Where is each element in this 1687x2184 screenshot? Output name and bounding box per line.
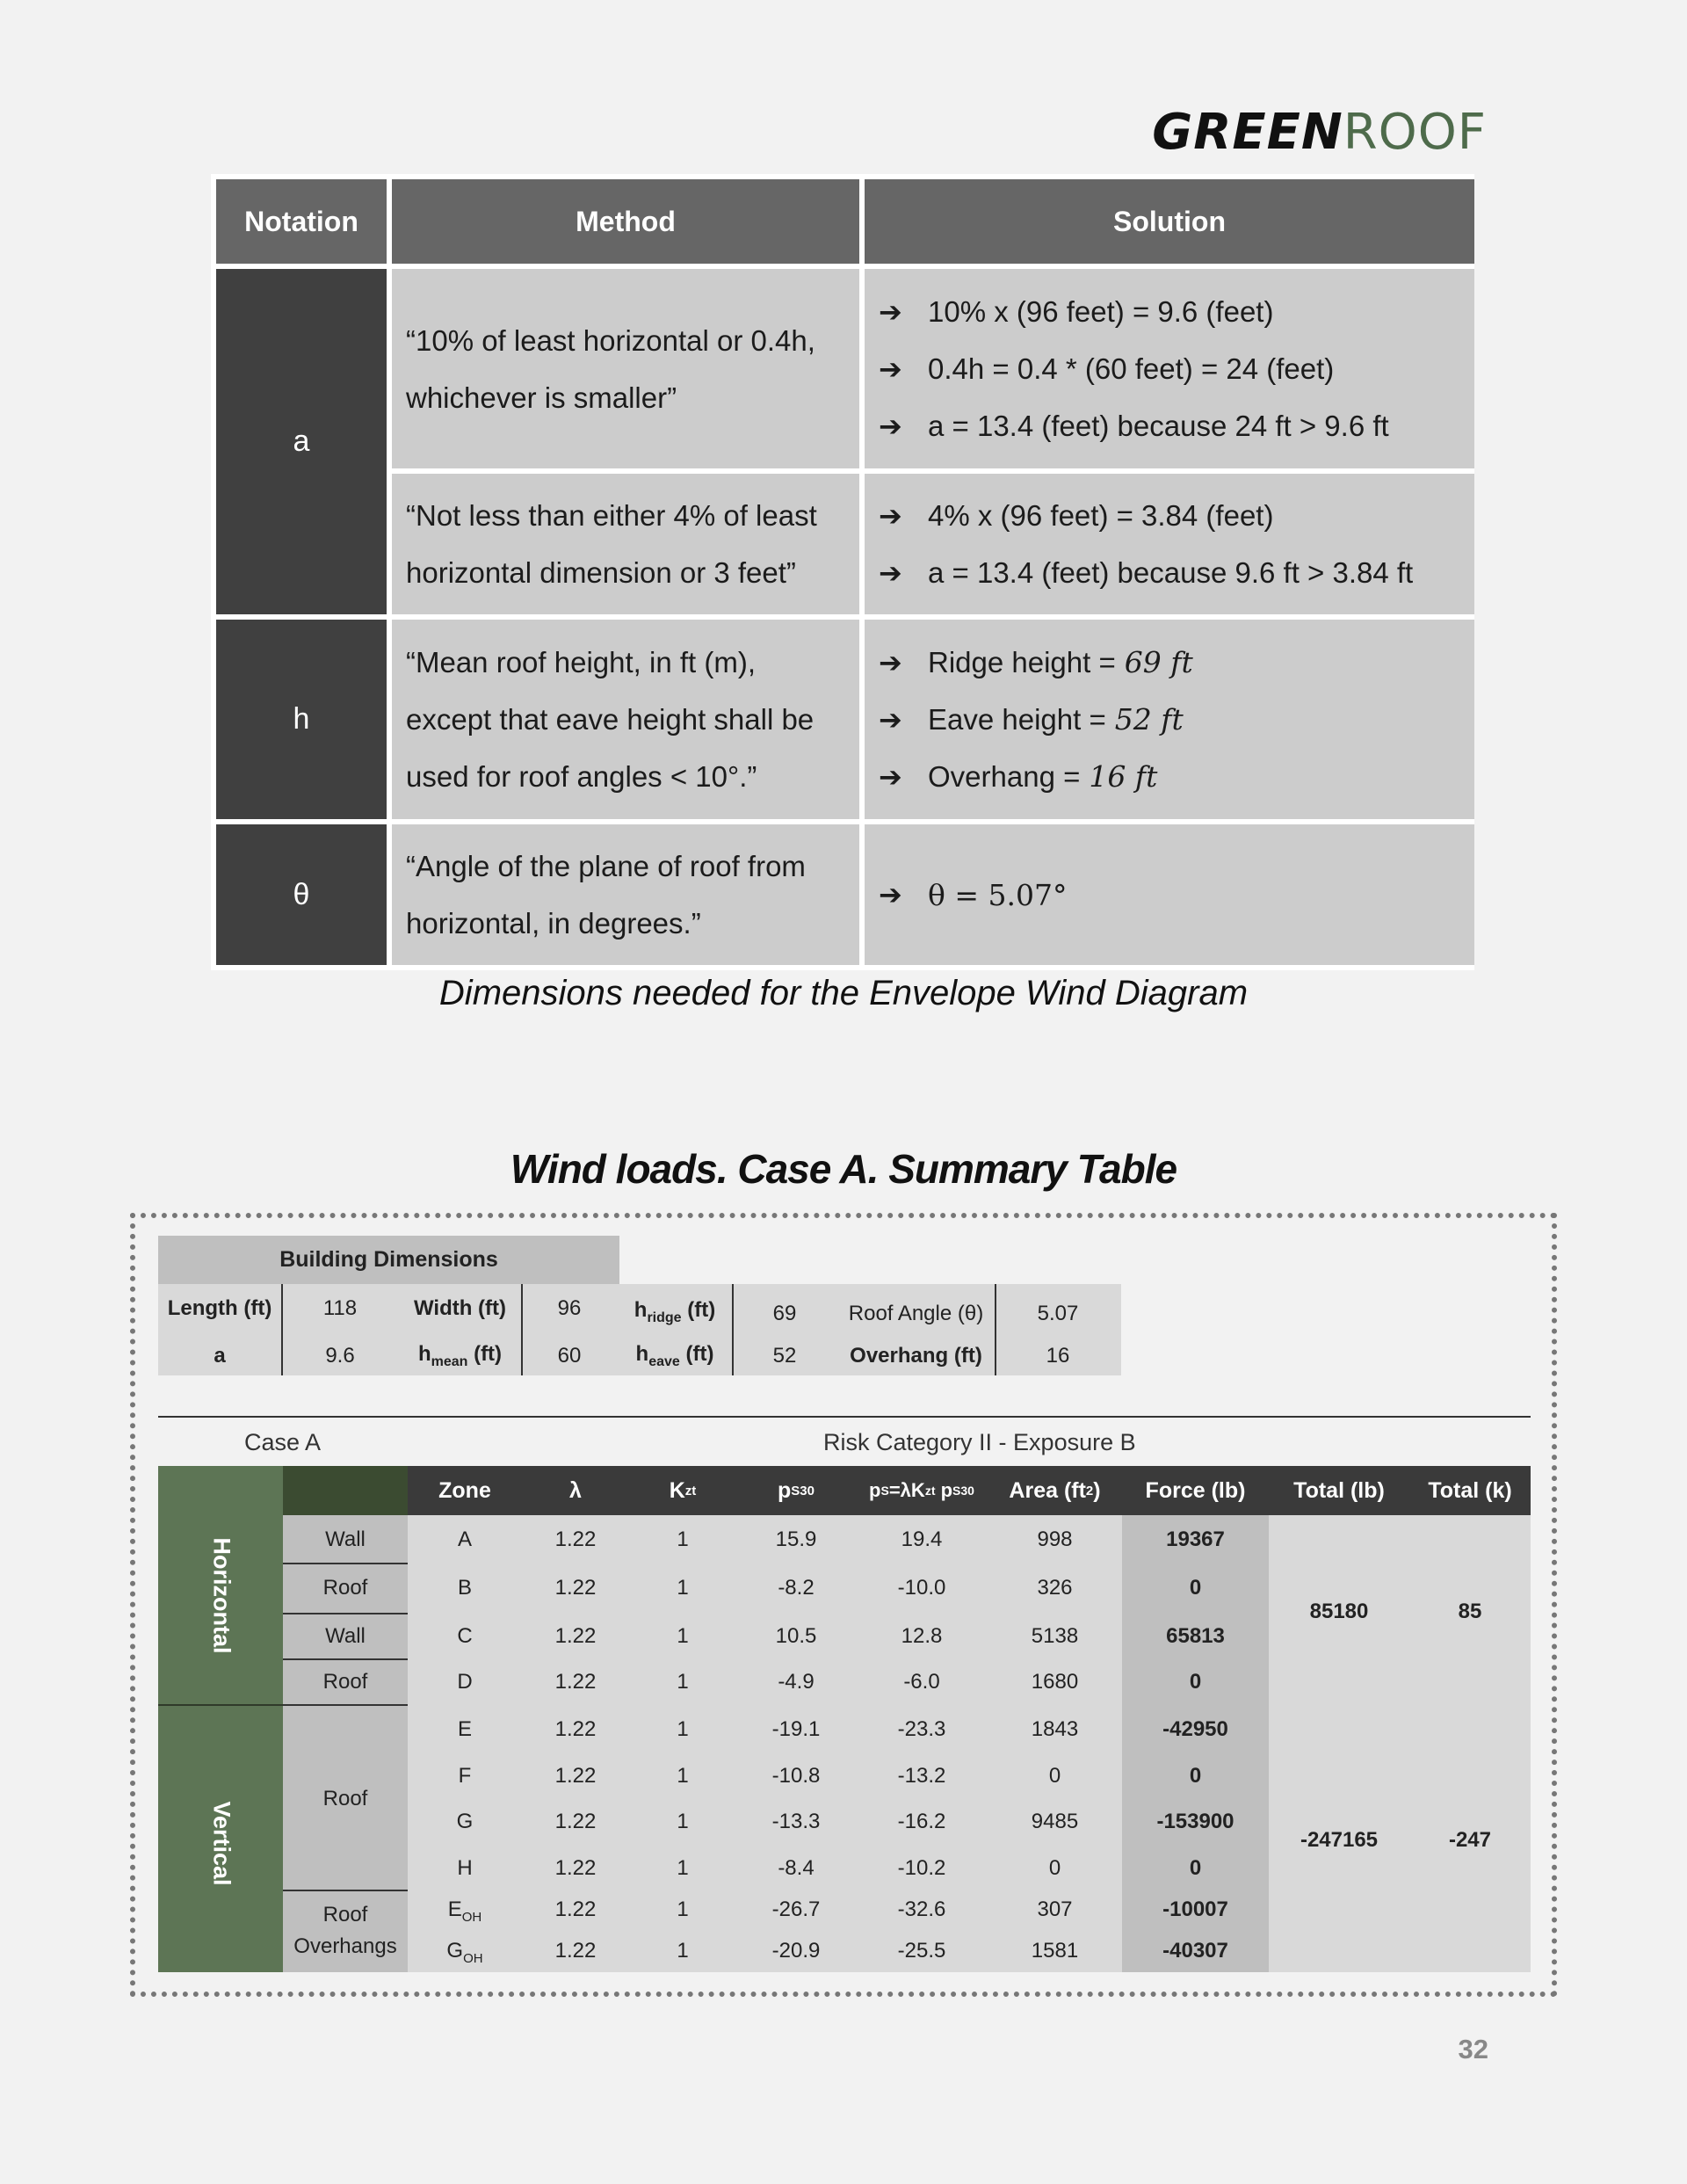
cell-force: 0 — [1189, 1576, 1202, 1600]
header-total-k: Total (k) — [1428, 1477, 1512, 1503]
cell-force: -42950 — [1162, 1717, 1228, 1741]
cell-ps: -10.2 — [897, 1856, 946, 1880]
building-dimensions-table — [158, 1284, 1121, 1375]
angle-value: 5.07 — [1037, 1302, 1079, 1325]
solution-a-1 — [865, 269, 1474, 468]
wind-loads-table — [158, 1466, 1531, 1972]
row-divider — [283, 1563, 408, 1564]
arrow-right-icon: ➔ — [879, 879, 902, 911]
cell-ps30: -13.3 — [771, 1810, 821, 1833]
cell-lambda: 1.22 — [554, 1527, 597, 1551]
solution-value: 69 ft — [1124, 645, 1193, 679]
dimensions-table — [211, 174, 1474, 970]
solution-line: 0.4h = 0.4 * (60 feet) = 24 (feet) — [928, 352, 1335, 385]
case-label: Case A — [244, 1429, 322, 1455]
solution-line: θ = 5.07° — [928, 877, 1068, 912]
cell-kzt: 1 — [677, 1624, 689, 1648]
row-divider — [283, 1658, 408, 1660]
cell-area: 0 — [1048, 1856, 1061, 1880]
cell-kzt: 1 — [677, 1764, 689, 1788]
cell-ps30: -10.8 — [771, 1764, 821, 1788]
solution-line: a = 13.4 (feet) because 9.6 ft > 3.84 ft — [928, 555, 1414, 589]
length-value: 118 — [322, 1296, 358, 1320]
header-force: Force (lb) — [1145, 1477, 1246, 1503]
header-kzt: K zt — [669, 1477, 697, 1503]
cell-zone: C — [457, 1624, 473, 1648]
cell-ps: -23.3 — [897, 1717, 946, 1741]
header-total-lb: Total (lb) — [1293, 1477, 1385, 1503]
cell-ps30: -19.1 — [771, 1717, 821, 1741]
header-notation: Notation — [216, 179, 387, 264]
cell-zone: B — [457, 1576, 472, 1600]
solution-label: Overhang = — [928, 759, 1081, 793]
vertical-total-k: -247 — [1448, 1828, 1492, 1852]
method-a-2: “Not less than either 4% of least horizontal dimension or 3 feet” — [392, 474, 859, 614]
cell-area: 9485 — [1031, 1810, 1079, 1833]
type-wall: Wall — [325, 1624, 366, 1648]
notation-theta: θ — [216, 824, 387, 965]
cell-lambda: 1.22 — [554, 1624, 597, 1648]
method-theta: “Angle of the plane of roof from horizontal, in degrees.” — [392, 824, 859, 965]
cell-ps: -13.2 — [897, 1764, 946, 1788]
header-method: Method — [392, 179, 859, 264]
totals-area — [1269, 1515, 1531, 1972]
cell-zone: $G_{OH}$ — [446, 1939, 483, 1966]
a-value: 9.6 — [325, 1344, 355, 1368]
heave-label: $h_{eave}$ (ft) — [635, 1342, 714, 1369]
cell-kzt: 1 — [677, 1717, 689, 1741]
solution-line: 10% x (96 feet) = 9.6 (feet) — [928, 294, 1274, 328]
cell-force: -10007 — [1162, 1897, 1228, 1921]
header-solution: Solution — [865, 179, 1474, 264]
heave-value: 52 — [772, 1344, 797, 1368]
row-divider — [283, 1704, 408, 1706]
cell-lambda: 1.22 — [554, 1576, 597, 1600]
cell-ps: -32.6 — [897, 1897, 946, 1921]
vertical-total-lb: -247165 — [1300, 1828, 1379, 1852]
cell-area: 307 — [1037, 1897, 1073, 1921]
cell-force: 0 — [1189, 1764, 1202, 1788]
cell-kzt: 1 — [677, 1810, 689, 1833]
cell-area: 5138 — [1031, 1624, 1079, 1648]
header-corner — [283, 1466, 408, 1515]
cell-area: 326 — [1037, 1576, 1073, 1600]
cell-lambda: 1.22 — [554, 1764, 597, 1788]
notation-a: a — [216, 269, 387, 614]
building-dimensions-title: Building Dimensions — [158, 1236, 619, 1284]
section-title: Wind loads. Case A. Summary Table — [510, 1146, 1177, 1192]
overhang-label: Overhang (ft) — [850, 1344, 982, 1368]
solution-label: Eave height = — [928, 702, 1106, 736]
cell-ps: 19.4 — [901, 1527, 943, 1551]
notation-h: h — [216, 620, 387, 819]
arrow-right-icon: ➔ — [879, 556, 902, 589]
row-divider — [283, 1890, 408, 1891]
cell-ps30: 15.9 — [775, 1527, 817, 1551]
cell-zone: H — [457, 1856, 473, 1880]
arrow-right-icon: ➔ — [879, 646, 902, 678]
cell-force: 19367 — [1166, 1527, 1225, 1551]
group-horizontal: Horizontal — [208, 1537, 235, 1654]
cell-kzt: 1 — [677, 1576, 689, 1600]
solution-label: Ridge height = — [928, 645, 1116, 678]
overhang-value: 16 — [1046, 1344, 1070, 1368]
method-h: “Mean roof height, in ft (m), except that eave height shall be used for roof angles < 10°.” — [392, 620, 859, 819]
solution-theta — [865, 824, 1474, 965]
cell-lambda: 1.22 — [554, 1897, 597, 1921]
cell-ps30: -20.9 — [771, 1939, 821, 1963]
cell-force: 0 — [1189, 1856, 1202, 1880]
cell-area: 0 — [1048, 1764, 1061, 1788]
hridge-value: 69 — [772, 1302, 797, 1325]
arrow-right-icon: ➔ — [879, 295, 902, 328]
horizontal-total-k: 85 — [1458, 1600, 1482, 1623]
cell-ps: -10.0 — [897, 1576, 946, 1600]
type-roof-vertical: Roof — [322, 1787, 368, 1810]
group-divider — [158, 1704, 283, 1706]
method-a-1: “10% of least horizontal or 0.4h, whichever is smaller” — [392, 269, 859, 468]
cell-zone: D — [457, 1670, 473, 1694]
cell-lambda: 1.22 — [554, 1939, 597, 1963]
row-divider — [283, 1613, 408, 1614]
arrow-right-icon: ➔ — [879, 499, 902, 532]
type-wall: Wall — [325, 1527, 366, 1551]
risk-label: Risk Category II - Exposure B — [823, 1429, 1136, 1455]
cell-ps: -16.2 — [897, 1810, 946, 1833]
cell-ps30: -4.9 — [778, 1670, 815, 1694]
header-ps30: p S30 — [778, 1477, 815, 1503]
divider-rule — [158, 1416, 1531, 1418]
header-ps: p S =λK zt p S30 — [869, 1479, 974, 1501]
length-label: Length (ft) — [167, 1296, 272, 1320]
logo — [1152, 104, 1487, 161]
width-value: 96 — [557, 1296, 582, 1320]
cell-lambda: 1.22 — [554, 1856, 597, 1880]
cell-area: 1843 — [1031, 1717, 1079, 1741]
cell-zone: A — [457, 1527, 472, 1551]
cell-ps: 12.8 — [901, 1624, 943, 1648]
type-roof: Roof — [322, 1576, 368, 1600]
cell-ps: -25.5 — [897, 1939, 946, 1963]
cell-zone: F — [458, 1764, 472, 1788]
cell-kzt: 1 — [677, 1897, 689, 1921]
cell-force: 65813 — [1166, 1624, 1225, 1648]
group-vertical: Vertical — [208, 1801, 235, 1886]
header-lambda: λ — [569, 1477, 582, 1503]
angle-label: Roof Angle (θ) — [848, 1302, 984, 1325]
cell-ps: -6.0 — [903, 1670, 940, 1694]
cell-kzt: 1 — [677, 1939, 689, 1963]
solution-value: 52 ft — [1114, 702, 1184, 736]
hmean-value: 60 — [557, 1344, 582, 1368]
arrow-right-icon: ➔ — [879, 410, 902, 442]
a-label: a — [214, 1344, 226, 1368]
cell-kzt: 1 — [677, 1670, 689, 1694]
cell-kzt: 1 — [677, 1856, 689, 1880]
arrow-right-icon: ➔ — [879, 760, 902, 793]
cell-ps30: 10.5 — [775, 1624, 817, 1648]
logo-green: GREEN — [1152, 104, 1343, 161]
header-zone: Zone — [438, 1477, 491, 1503]
table-caption: Dimensions needed for the Envelope Wind Diagram — [438, 974, 1249, 1012]
horizontal-total-lb: 85180 — [1309, 1600, 1369, 1623]
solution-value: 16 ft — [1089, 759, 1158, 794]
hmean-label: $h_{mean}$ (ft) — [417, 1342, 503, 1369]
cell-zone: E — [457, 1717, 472, 1741]
cell-force: -153900 — [1156, 1810, 1234, 1833]
header-area: Area (ft 2 ) — [1009, 1477, 1101, 1503]
solution-line: 4% x (96 feet) = 3.84 (feet) — [928, 498, 1274, 532]
cell-area: 1680 — [1031, 1670, 1079, 1694]
cell-zone: $E_{OH}$ — [447, 1897, 482, 1925]
cell-lambda: 1.22 — [554, 1670, 597, 1694]
type-roof-overhangs: Roof — [322, 1903, 368, 1926]
type-roof: Roof — [322, 1670, 368, 1694]
type-overhangs: Overhangs — [293, 1934, 397, 1958]
solution-h — [865, 620, 1474, 819]
arrow-right-icon: ➔ — [879, 352, 902, 385]
cell-ps30: -26.7 — [771, 1897, 821, 1921]
hridge-label: $h_{ridge}$ (ft) — [634, 1298, 716, 1325]
cell-lambda: 1.22 — [554, 1717, 597, 1741]
cell-ps30: -8.4 — [778, 1856, 815, 1880]
cell-force: 0 — [1189, 1670, 1202, 1694]
cell-kzt: 1 — [677, 1527, 689, 1551]
logo-roof: ROOF — [1343, 104, 1487, 161]
cell-ps30: -8.2 — [778, 1576, 815, 1600]
cell-force: -40307 — [1162, 1939, 1228, 1963]
solution-a-2 — [865, 474, 1474, 614]
cell-area: 998 — [1037, 1527, 1073, 1551]
width-label: Width (ft) — [413, 1296, 507, 1320]
cell-area: 1581 — [1031, 1939, 1079, 1963]
arrow-right-icon: ➔ — [879, 703, 902, 736]
page-number: 32 — [1458, 2034, 1488, 2064]
cell-lambda: 1.22 — [554, 1810, 597, 1833]
cell-zone: G — [456, 1810, 474, 1833]
solution-line: a = 13.4 (feet) because 24 ft > 9.6 ft — [928, 409, 1389, 442]
